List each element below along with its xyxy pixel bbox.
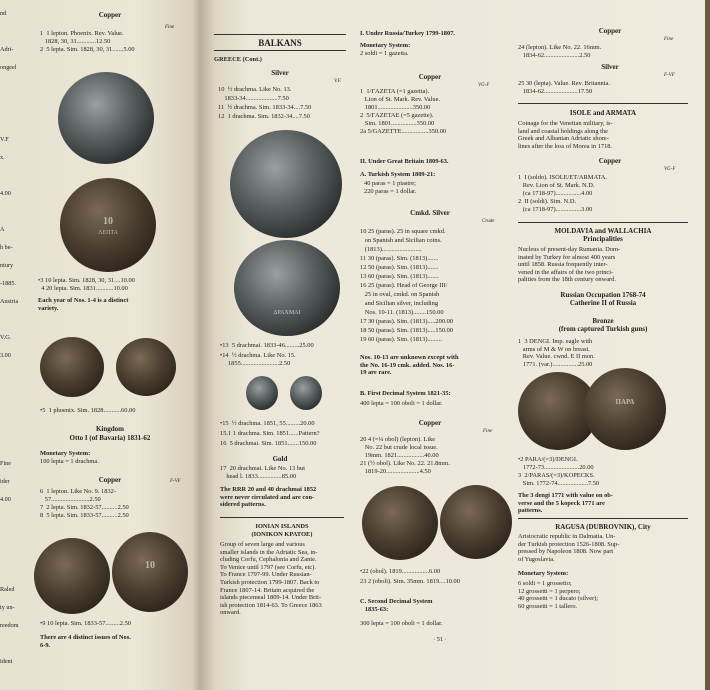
item-line: 11 30 (paras). Sim. (1813)....... <box>360 255 439 262</box>
item-text: •5 1 phoenix. Sim. 1828...........60.00 <box>40 407 136 414</box>
monetary-label: Monetary System: <box>360 42 411 49</box>
silver-heading: Silver <box>601 63 619 71</box>
cmkd-heading: Cmkd. Silver <box>410 209 450 217</box>
item-line: 2 5/ΓAZETAE (=5 gazette). <box>360 112 434 119</box>
item-line: 13 60 (paras). Sim. (1813)....... <box>360 273 439 280</box>
item-line: 10 25 (paras). 25 in square cmkd. <box>360 228 446 235</box>
monetary-value: 300 lepta = 100 oboli = 1 dollar. <box>360 620 443 627</box>
item-line: 57........................2.50 <box>40 496 101 503</box>
coin-image <box>116 338 176 396</box>
section-heading: I. Under Russia/Turkey 1799-1807. <box>360 30 455 37</box>
item-line: Rev. Lion of St. Mark. N.D. <box>518 182 595 189</box>
monetary-value: 2 soldi = 1 gazetta. <box>360 50 409 57</box>
section-heading: C. Second Decimal System 1835-63: <box>360 598 433 613</box>
copper-heading: Copper <box>98 11 122 19</box>
item-line: 1801......................350.00 <box>360 104 431 111</box>
item-line: •3 10 lepta. Sim. 1828, 30, 31....10.00 <box>38 277 135 284</box>
item-line: (1813)......................... <box>360 246 422 253</box>
copper-heading: Copper <box>98 476 122 484</box>
coin-image <box>112 532 188 612</box>
margin-fragment: A <box>0 226 5 233</box>
section-heading: B. First Decimal System 1821-35: <box>360 390 451 397</box>
margin-fragment: Adri- <box>0 46 14 53</box>
section-heading: MOLDAVIA and WALLACHIA Principalities <box>554 227 652 243</box>
bronze-heading: Bronze (from captured Turkish guns) <box>558 317 648 333</box>
item-line: 18 50 (paras). Sim. (1813).....150.00 <box>360 327 454 334</box>
section-subheading: A. Turkish System 1809-21: <box>360 171 436 178</box>
item-line: on Spanish and Sicilian coins. <box>360 237 442 244</box>
item-line: 3 2/PARAS/(=3)/KOPECKS. <box>518 472 595 479</box>
item-line: 21 (½ obol). Like No. 22. 21.8mm. <box>360 460 450 467</box>
monetary-value: 40 paras = 1 piastre; 220 paras = 1 dollar. <box>364 180 417 195</box>
copper-heading: Copper <box>418 419 442 427</box>
margin-fragment: -1885. <box>0 280 16 287</box>
rule <box>214 34 346 35</box>
rule <box>518 222 688 223</box>
item-line: (ca 1718-97)................3.00 <box>518 206 593 213</box>
item-line: 2a 5/GAZETTE.................350.00 <box>360 128 447 135</box>
item-line: 23 2 (oboli). Sim. 35mm. 1819....10.00 <box>360 578 460 585</box>
item-line: 25 in oval, cmkd. on Spanish <box>360 291 440 298</box>
margin-fragment: ty un- <box>0 604 15 611</box>
coin-legend-text: ПАРА <box>615 398 635 406</box>
item-line: 1828, 30, 31............12.50 <box>40 38 111 45</box>
gold-heading: Gold <box>272 455 288 463</box>
margin-fragment: ident <box>0 658 13 665</box>
coin-image <box>440 485 512 559</box>
item-line: 20 4 (=¼ obol) (lepton). Like <box>360 436 436 443</box>
rule <box>214 50 346 51</box>
coin-image <box>584 368 666 450</box>
item-line: 2 5 lepta. Sim. 1828, 30, 31.......5.00 <box>40 46 135 53</box>
monetary-value: 6 soldi = 1 grossetto; 12 grossetti = 1 perpero; 40 grossetti = 1 ducato (silver); 60 grossetti = 1 tallero. <box>518 580 599 610</box>
note-text: There are 4 distinct issues of Nos. 6-9. <box>40 634 131 649</box>
margin-fragment: Fine <box>0 460 12 467</box>
item-line: 12 50 (paras). Sim. (1813)....... <box>360 264 439 271</box>
margin-fragment: ider <box>0 478 10 485</box>
coin-image <box>58 72 154 164</box>
margin-fragment: 3.00 <box>0 352 11 359</box>
silver-heading: Silver <box>271 69 289 77</box>
item-text: •14 ½ drachma. Like No. 15. 1855........................2.50 <box>220 352 296 367</box>
item-line: No. 22 but crude local issue. <box>360 444 438 451</box>
coin-image <box>234 240 340 336</box>
section-heading: Kingdom <box>95 425 124 433</box>
margin-fragment: V.F <box>0 136 9 143</box>
rule <box>518 103 688 104</box>
item-line: 19mm. 1821.................40.00 <box>360 452 439 459</box>
margin-fragment: ntury <box>0 262 14 269</box>
item-text: 24 (lepton). Like No. 22. 16mm. 1834-62......................2.50 <box>518 44 602 59</box>
rule <box>220 517 344 518</box>
item-line: 7 2 lepta. Sim. 1832-57..........2.50 <box>40 504 129 511</box>
item-line: 17 30 (paras). Sim. (1813).....200.00 <box>360 318 454 325</box>
monetary-label: Monetary System: <box>40 450 91 457</box>
margin-fragment: 4.00 <box>0 496 11 503</box>
margin-fragment: h be- <box>0 244 13 251</box>
grade-label: F-VF <box>664 73 675 78</box>
grade-label: F-VF <box>170 479 181 484</box>
item-line: 15.1 1 drachma. Sim. 1851......Pattern? <box>220 430 320 437</box>
item-line: 1833-34....................7.50 <box>218 95 289 102</box>
item-line: 1772-73......................20.00 <box>518 464 594 471</box>
coin-image <box>34 538 110 614</box>
section-heading: RAGUSA (DUBROVNIK), City <box>555 523 651 531</box>
item-text: 17 20 drachmai. Like No. 13 but head l. 1833...............85.00 <box>220 465 306 480</box>
margin-fragment: V.G. <box>0 334 12 341</box>
note-text: Nos. 10-13 are unknown except with the No. 16-19 cmk. added. Nos. 16- 19 are rare. <box>360 354 459 377</box>
item-line: 10 ½ drachma. Like No. 13. <box>218 86 292 93</box>
coin-image <box>40 337 104 397</box>
grade-label: Fine <box>483 429 493 434</box>
note-text: Each year of Nos. 1-4 is a distinct variety. <box>38 297 129 312</box>
item-line: (ca 1718-97)................4.00 <box>518 190 593 197</box>
coin-image <box>230 130 342 238</box>
section-heading: IONIAN ISLANDS (IONIKON KPATOE) <box>251 523 313 538</box>
section-subheading: Russian Occupation 1768-74 Catherine II of Russia <box>560 291 646 307</box>
copper-heading: Copper <box>598 157 622 165</box>
note-text: The RRR 20 and 40 drachmai 1852 were never circulated and are con- sidered patterns. <box>220 486 317 509</box>
coin-value-text: 10 <box>103 216 113 227</box>
grade-label: VG-F <box>664 167 676 172</box>
grade-label: Fine <box>664 37 674 42</box>
item-line: and Sicilian silver, including <box>360 300 439 307</box>
item-line: •22 (obol). 1819.................6.00 <box>360 568 441 575</box>
section-heading: II. Under Great Britain 1809-63. <box>360 158 449 165</box>
margin-fragment: x. <box>0 154 5 161</box>
item-line: 2 II (soldi). Sim. N.D. <box>518 198 577 205</box>
grade-label: Crude <box>482 219 495 224</box>
rule <box>518 518 688 519</box>
margin-fragment: reedom <box>0 622 19 629</box>
item-text: 1 3 DENGI. Imp. eagle with arms of M & W on breast. Rev. Value. cwnd. E II mon. 1771. (var.)................25.00 <box>518 338 595 368</box>
body-text: Nucleus of present-day Rumania. Dom- inated by Turkey for almost 400 years until 1858. Russia frequently inter- vened in the affairs of the two princi- palities from the 18th century onward. <box>518 246 621 284</box>
item-line: 19 60 (paras). Sim. (1813)......... <box>360 336 442 343</box>
margin-fragment: nd <box>0 10 7 17</box>
copper-heading: Copper <box>598 27 622 35</box>
left-page <box>0 0 200 690</box>
item-line: 1 1 lepton. Phoenix. Rev. Value. <box>40 30 124 37</box>
item-line: •2 PARA/(=3)/DENGI. <box>518 456 578 463</box>
coin-image <box>362 486 438 560</box>
item-line: Nos. 10-11. (1813)........150.00 <box>360 309 444 316</box>
item-line: 6 1 lepton. Like No. 9. 1832- <box>40 488 116 495</box>
item-line: Lion of St. Mark. Rev. Value. <box>360 96 441 103</box>
coin-image <box>246 376 278 410</box>
coin-image <box>60 178 156 272</box>
item-line: Sim. 1801................350.00 <box>360 120 435 127</box>
coin-legend-text: ΔΡΑΧΜΑΙ <box>273 310 301 316</box>
item-line: 8 5 lepta. Sim. 1833-57..........2.50 <box>40 512 129 519</box>
monetary-label: Monetary System: <box>518 570 569 577</box>
item-text: •9 10 lepta. Sim. 1833-57.........2.50 <box>40 620 131 627</box>
body-text: Coinage for the Venetian military, is- land and coastal holdings along the Greek and Albanian Adriatic shore- lines after the loss of Morea in 1718. <box>518 120 613 150</box>
copper-heading: Copper <box>418 73 442 81</box>
coin-legend-text: ΛΕΠΤΑ <box>98 230 118 236</box>
item-line: 16 25 (paras). Head of George III/ <box>360 282 448 289</box>
section-subtitle: GREECE (Cont.) <box>214 56 262 63</box>
item-line: 16 5 drachmai. Sim. 1851.......150.00 <box>220 440 317 447</box>
item-text: 25 30 (lepta). Value. Rev. Britannia. 1834-62.....................17.50 <box>518 80 610 95</box>
item-line: 1819-20.....................4.50 <box>360 468 431 475</box>
page-title: BALKANS <box>258 38 302 48</box>
note-text: The 3 dengi 1771 with value on ob- verse and the 5 kopeck 1771 are patterns. <box>518 492 613 515</box>
section-heading: ISOLE and ARMATA <box>569 109 637 117</box>
grade-label: VG-F <box>478 83 490 88</box>
item-line: 12 1 drachma. Sim. 1832-34....7.50 <box>218 113 310 120</box>
item-line: 1 1/ΓAZETA (=1 gazetta). <box>360 88 430 95</box>
body-text: Aristocratic republic in Dalmatia. Un- der Turkish protection 1526-1808. Sup- pressed by Napoleon 1808. Now part of Yugoslavia. <box>518 533 620 563</box>
body-text: Group of seven large and various smaller islands in the Adriatic Sea, in- cluding Corfu, Cephalonia and Zante. To Venice until 1797 (see Corfu, etc). To France 1797-99. Under Russian- Turkish protection 1799-1807. Back to France 1807-14. Britain acquired the islands piecemeal 1809-14. Under Brit- ish protection 1814-63. To Greece 1863 onward. <box>220 541 322 617</box>
coin-image <box>290 376 322 410</box>
margin-fragment: Austria <box>0 298 19 305</box>
margin-fragment: Raled <box>0 586 15 593</box>
item-line: 11 ½ drachma. Sim. 1833-34....7.50 <box>218 104 312 111</box>
coin-value-text: 10 <box>145 560 155 571</box>
monetary-value: 100 lepta = 1 drachma. <box>40 458 99 465</box>
grade-label: Fine <box>165 25 175 30</box>
page-number: · 51 · <box>433 636 447 643</box>
item-line: 1 I (soldo). ISOLE/ET/ARMATA. <box>518 174 607 181</box>
margin-fragment: 4.00 <box>0 190 11 197</box>
item-line: •15 ½ drachma. 1851, 55.........20.00 <box>220 420 315 427</box>
monetary-value: 400 lepta = 100 oboli = 1 dollar. <box>360 400 443 407</box>
margin-fragment: ongeel <box>0 64 17 71</box>
item-text: •13 5 drachmai. 1833-46.........25.00 <box>220 342 314 349</box>
section-subheading: Otto I (of Bavaria) 1831-62 <box>69 434 151 442</box>
grade-label: V.F. <box>334 79 342 84</box>
item-line: 4 20 lepta. Sim. 1831...........10.00 <box>38 285 128 292</box>
right-page <box>200 0 705 690</box>
item-line: Sim. 1772-74...................7.50 <box>518 480 600 487</box>
